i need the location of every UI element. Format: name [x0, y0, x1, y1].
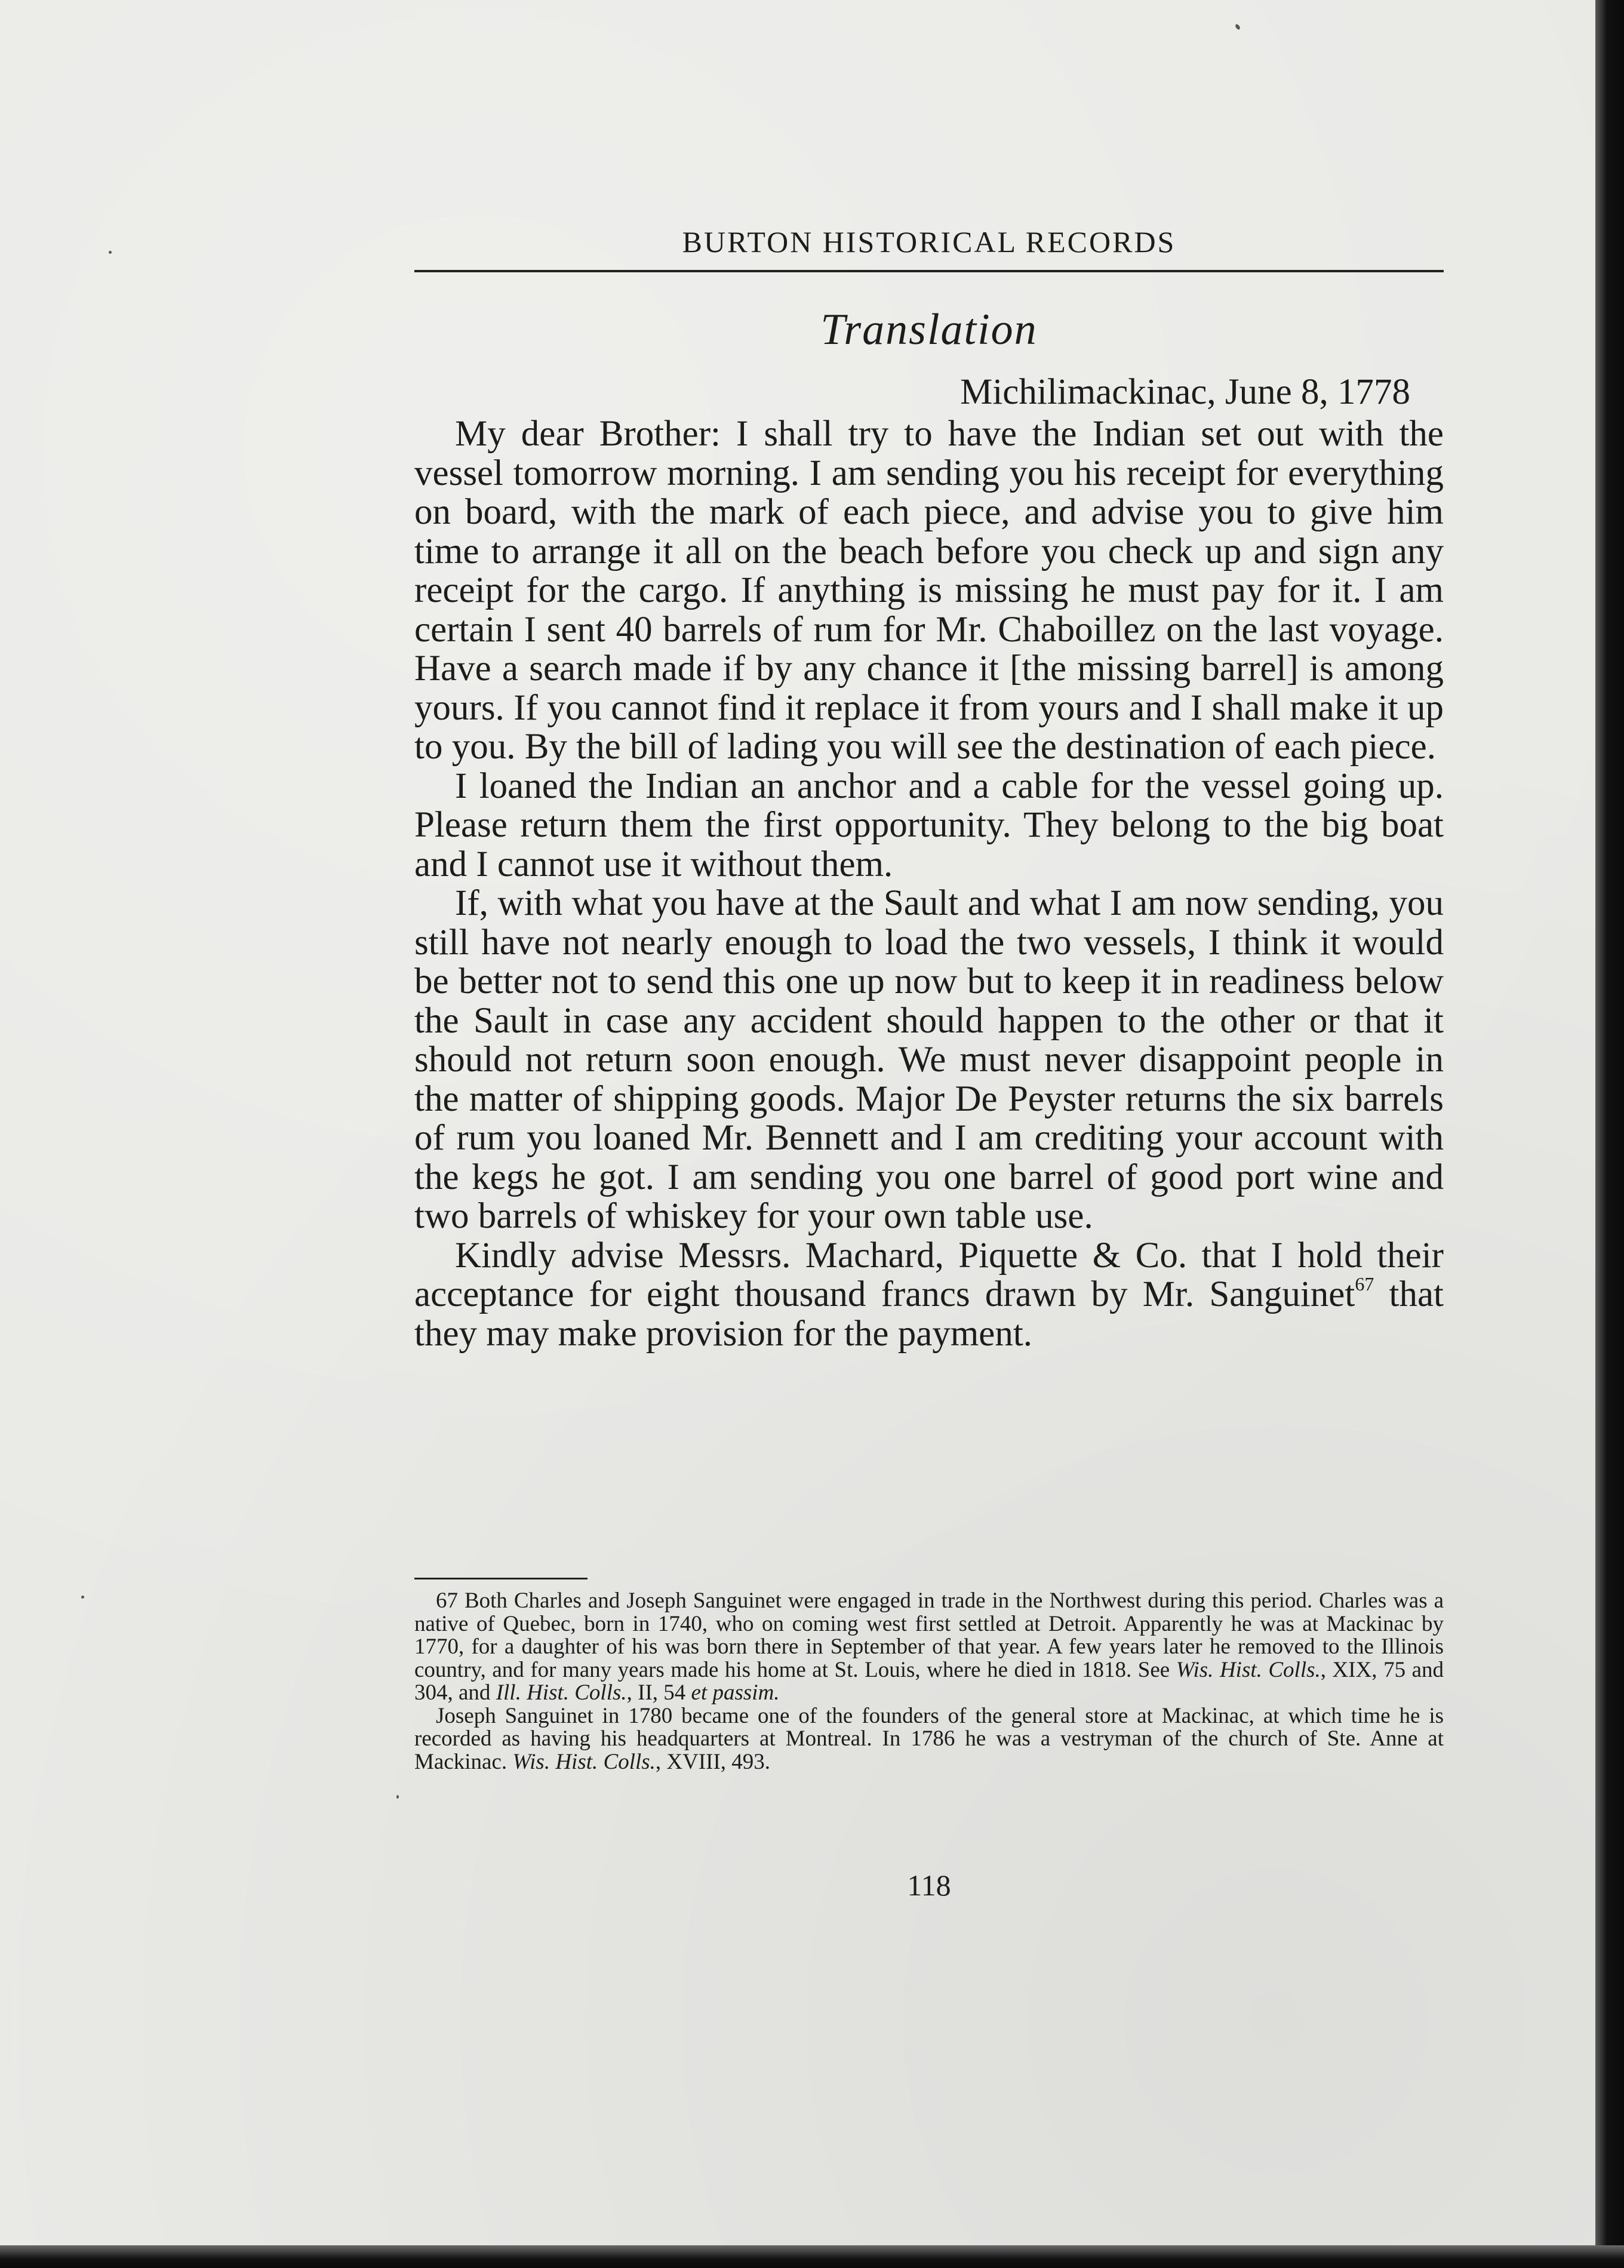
citation: Wis. Hist. Colls. [1176, 1657, 1321, 1682]
footnote [414, 1705, 1444, 1774]
paper-speck [109, 251, 112, 254]
page-number: 118 [907, 1869, 951, 1902]
letter-body [414, 414, 1444, 1353]
footnote-rule [414, 1578, 588, 1579]
footnotes [414, 1590, 1444, 1774]
dateline: Michilimackinac, June 8, 1778 [960, 372, 1410, 412]
footnote-text: , XVIII, 493. [655, 1749, 771, 1774]
scan-edge-bottom [0, 2245, 1624, 2268]
citation: Wis. Hist. Colls. [512, 1749, 656, 1774]
footnote-reference: 67 [1355, 1273, 1374, 1295]
citation: Ill. Hist. Colls. [496, 1680, 627, 1705]
running-head: BURTON HISTORICAL RECORDS [682, 225, 1176, 259]
footnote-text: , XIX, 75 and 304, and [414, 1657, 1444, 1705]
citation: et passim. [691, 1680, 780, 1705]
paper-speck [81, 1596, 84, 1599]
paragraph: If, with what you have at the Sault and what I am now sending, you still have not nearly enough to load the two vessels, I think it would be better not to send this one up now but to keep it in readiness below the Sault in case any accident should happen to the other or that it should not return soon enough. We must never disappoint people in the matter of shipping goods. Major De Peyster returns the six barrels of rum you loaned Mr. Bennett and I am crediting your account with the kegs he got. I am sending you one barrel of good port wine and two barrels of whiskey for your own table use. [414, 883, 1444, 1236]
paragraph [414, 1236, 1444, 1354]
paragraph-text: Kindly advise Messrs. Machard, Piquette & Co. that I hold their acceptance for eight thousand francs drawn by Mr. Sanguinet [414, 1235, 1444, 1314]
footnote-text: Both Charles and Joseph Sanguinet were engaged in trade in the Northwest during this period. Charles was a native of Quebec, born in 1740, who on coming west first settled at Detroit. Apparently he was at Mackinac by 1770, for a daughter of his was born there in September of that year. A few years later he removed to the Illinois country, and for many years made his home at St. Louis, where he died in 1818. See [414, 1588, 1444, 1682]
paper-speck [396, 1795, 399, 1799]
paragraph-text: that they may make provision for the payment. [414, 1274, 1444, 1354]
footnote-text: , II, 54 [626, 1680, 691, 1705]
scan-edge-right [1595, 0, 1624, 2268]
footnote [414, 1590, 1444, 1705]
paper-speck [1235, 23, 1241, 30]
header-rule [414, 270, 1444, 272]
page-title: Translation [820, 305, 1038, 354]
paragraph: My dear Brother: I shall try to have the Indian set out with the vessel tomorrow morning. I am sending you his receipt for everything on board, with the mark of each piece, and advise you to give him time to arrange it all on the beach before you check up and sign any receipt for the cargo. If anything is missing he must pay for it. I am certain I sent 40 barrels of rum for Mr. Chaboillez on the last voyage. Have a search made if by any chance it [the missing barrel] is among yours. If you cannot find it replace it from yours and I shall make it up to you. By the bill of lading you will see the destination of each piece. [414, 414, 1444, 767]
paragraph: I loaned the Indian an anchor and a cable for the vessel going up. Please return them the first opportunity. They belong to the big boat and I cannot use it without them. [414, 766, 1444, 884]
footnote-text: Joseph Sanguinet in 1780 became one of the founders of the general store at Mackinac, at which time he is recorded as having his headquarters at Montreal. In 1786 he was a vestryman of the church of Ste. Anne at Mackinac. [414, 1703, 1444, 1774]
footnote-number: 67 [436, 1588, 458, 1613]
